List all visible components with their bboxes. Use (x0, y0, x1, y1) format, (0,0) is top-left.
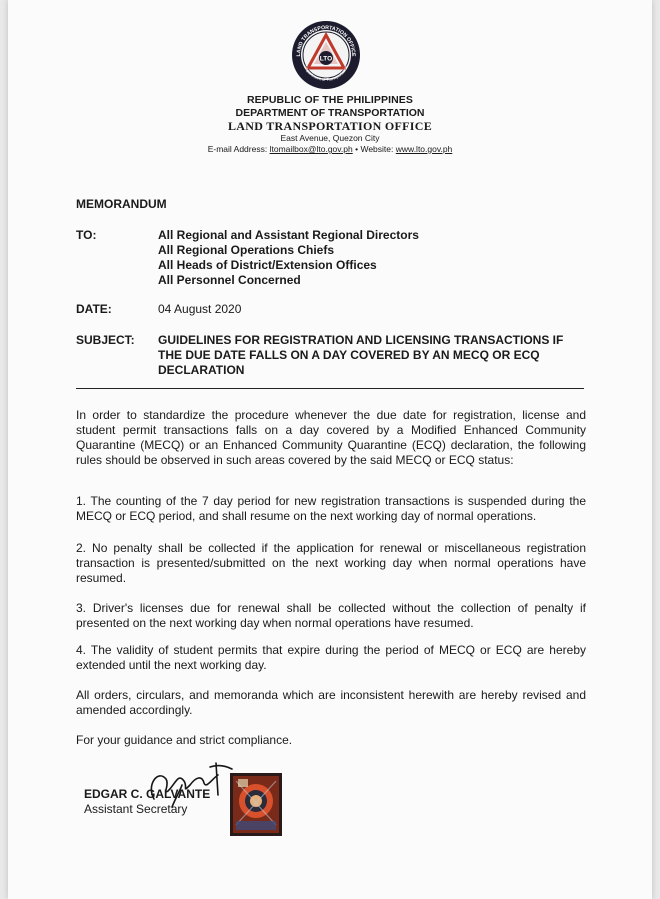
recipient-item: All Regional and Assistant Regional Directors (158, 228, 419, 242)
signatory-name: EDGAR C. GALVANTE (84, 787, 211, 801)
letterhead-republic: REPUBLIC OF THE PHILIPPINES (246, 94, 414, 106)
security-hologram-stamp (230, 773, 282, 836)
rule-item-2: 2. No penalty shall be collected if the application for renewal or miscellaneous registration transaction is presented/submitted on the next working day when normal operations have resumed. (76, 541, 586, 585)
memo-subject: GUIDELINES FOR REGISTRATION AND LICENSING TRANSACTIONS IF THE DUE DATE FALLS ON A DAY COVERED BY AN MECQ OR ECQ DECLARATION (158, 333, 564, 377)
memo-date: 04 August 2020 (158, 302, 242, 316)
lto-seal-logo (291, 20, 361, 90)
email-link[interactable]: ltomailbox@lto.gov.ph (269, 144, 353, 154)
letterhead-department: DEPARTMENT OF TRANSPORTATION (235, 107, 425, 119)
seal-center-text: LTO (319, 55, 333, 63)
seal-ring-text: LAND TRANSPORTATION OFFICE (295, 24, 357, 57)
memo-title: MEMORANDUM (76, 197, 167, 211)
rule-item-1: 1. The counting of the 7 day period for new registration transactions is suspended during the MECQ or ECQ period, and shall resume on the next working day of normal operations. (76, 494, 586, 523)
closing-paragraph: All orders, circulars, and memoranda which are inconsistent herewith are hereby revised and amended accordingly. (76, 688, 586, 717)
date-label: DATE: (76, 302, 112, 316)
letterhead-address: East Avenue, Quezon City (280, 133, 380, 143)
website-label: Website: (360, 144, 394, 154)
seal-ring-bottom-text: Department of Transportation (302, 64, 350, 83)
email-label: E-mail Address: (207, 144, 268, 154)
recipient-item: All Regional Operations Chiefs (158, 243, 335, 257)
rule-item-3: 3. Driver's licenses due for renewal shall be collected without the collection of penalty if presented on the next working day when normal operations have resumed. (76, 601, 586, 630)
letterhead-office: LAND TRANSPORTATION OFFICE (227, 119, 433, 133)
rule-item-4: 4. The validity of student permits that expire during the period of MECQ or ECQ are hereby extended until the next working day. (76, 643, 586, 672)
contact-separator: • (355, 144, 359, 154)
letterhead-contact (0, 144, 660, 154)
intro-paragraph: In order to standardize the procedure whenever the due date for registration, license and student permit transactions falls on a day covered by a Modified Enhanced Community Quarantine (MECQ) or an Enhanced Community Quarantine (ECQ) declaration, the following rules should be observed in such areas covered by the said MECQ or ECQ status: (76, 408, 586, 467)
subject-label: SUBJECT: (76, 333, 135, 347)
website-link[interactable]: www.lto.gov.ph (395, 144, 453, 154)
signatory-title: Assistant Secretary (84, 802, 188, 816)
recipient-list (158, 228, 419, 288)
guidance-line: For your guidance and strict compliance. (76, 733, 293, 747)
header-divider (76, 388, 584, 389)
recipient-item: All Personnel Concerned (158, 273, 301, 287)
to-label: TO: (76, 228, 97, 242)
recipient-item: All Heads of District/Extension Offices (158, 258, 377, 272)
